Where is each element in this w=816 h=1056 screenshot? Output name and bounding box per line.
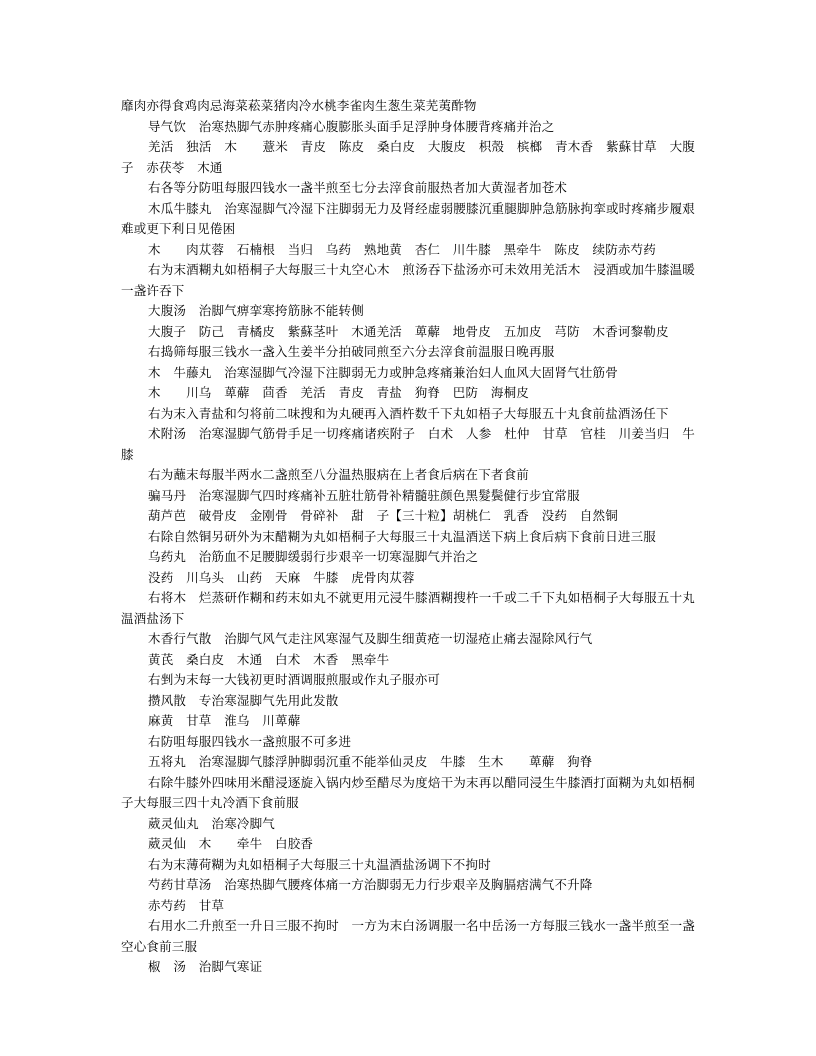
text-paragraph: 右为末薄荷糊为丸如梧桐子大每服三十丸温酒盐汤调下不拘时 [148,856,491,872]
text-paragraph: 导气饮 治寒热脚气赤肿疼痛心腹膨胀头面手足浮肿身体腰背疼痛并治之 [148,118,555,134]
text-paragraph: 右用水二升煎至一升日三服不拘时 一方为末白汤调服一名中岳汤一方每服三钱水一盏半煎至一盏空心食前三服 [121,918,695,954]
text-paragraph: 右为末酒糊丸如梧桐子大每服三十丸空心木 煎汤吞下盐汤亦可未效用羌活木 浸酒或加牛膝温暖一盏许吞下 [121,262,695,298]
text-paragraph: 没药 川乌头 山药 天麻 牛膝 虎骨肉苁蓉 [148,569,415,585]
text-paragraph: 葳灵仙丸 治寒冷脚气 [148,815,276,831]
text-paragraph: 靡肉亦得食鸡肉忌海菜菘菜猪肉冷水桃李雀肉生葱生菜芜荑酢物 [121,98,477,113]
document-body [121,96,695,978]
text-paragraph: 葳灵仙 木 牵牛 白胶香 [148,836,314,851]
text-paragraph: 木 牛藤丸 治寒湿脚气冷湿下注脚弱无力或肿急疼痛兼治妇人血风大固肾气壮筋骨 [148,364,618,380]
text-paragraph: 木 川乌 萆薢 茴香 羌活 青皮 青盐 狗脊 巴防 海桐皮 [148,385,530,400]
text-paragraph: 羌活 独活 木 薏米 青皮 陈皮 桑白皮 大腹皮 枳殼 槟榔 青木香 紫蘇甘草 大腹子 赤茯苓 木通 [121,139,695,175]
text-paragraph: 攒风散 专治寒湿脚气先用此发散 [148,692,339,708]
text-paragraph: 术附汤 治寒湿脚气筋骨手足一切疼痛诸疾附子 白术 人参 杜仲 甘草 官桂 川姜当归 牛膝 [121,426,695,462]
text-paragraph: 乌药丸 治筋血不足腰脚缓弱行步艰辛一切寒湿脚气并治之 [148,549,479,564]
text-paragraph: 右剉为末每一大钱初更时酒调服煎服或作丸子服亦可 [148,672,441,687]
text-paragraph: 右捣筛每服三钱水一盏入生姜半分拍破同煎至六分去滓食前温服日晚再服 [148,344,555,359]
text-paragraph: 右将木 烂蒸研作糊和药末如丸不就更用元浸牛膝酒糊搜杵一千或二千下丸如梧桐子大每服五十丸温酒盐汤下 [121,590,695,626]
text-paragraph: 右各等分防咀每服四钱水一盏半煎至七分去滓食前服热者加大黄湿者加苍术 [148,180,568,195]
text-paragraph: 右防咀每服四钱水一盏煎服不可多进 [148,733,352,749]
text-paragraph: 芍药甘草汤 治寒热脚气腰疼体痛一方治脚弱无力行步艰辛及胸膈痞满气不升降 [148,877,593,892]
text-paragraph: 木香行气散 治脚气风气走注风寒湿气及脚生细黄疮一切湿疮止痛去湿除风行气 [148,631,593,646]
text-paragraph: 麻黄 甘草 淮乌 川萆薢 [148,713,301,728]
text-paragraph: 大腹汤 治脚气痹挛寒挎筋脉不能转侧 [148,303,364,318]
text-paragraph: 五将丸 治寒湿脚气膝浮肿脚弱沉重不能举仙灵皮 牛膝 生木 萆薢 狗脊 [148,754,593,769]
text-paragraph: 木瓜牛膝丸 治寒湿脚气冷湿下注脚弱无力及肾经虚弱腰膝沉重腿脚肿急筋脉拘挛或时疼痛步履艰难或更下利日见倦困 [121,200,695,236]
text-paragraph: 骗马丹 治寒湿脚气四时疼痛补五脏壮筋骨补精髓驻颜色黑髮鬓健行步宜常服 [148,487,580,503]
text-paragraph: 右为末入青盐和匀将前二味搜和为丸硬再入酒杵数千下丸如梧子大每服五十丸食前盐酒汤任下 [148,405,669,421]
text-paragraph: 椒 汤 治脚气寒证 [148,959,263,974]
text-paragraph: 右为蘸末每服半两水二盏煎至八分温热服病在上者食后病在下者食前 [148,467,530,482]
text-paragraph: 右除牛膝外四味用米醋浸逐旋入锅内炒至醋尽为度焙干为末再以醋同浸生牛膝酒打面糊为丸如梧桐子大每服三四十丸冷酒下食前服 [121,774,695,810]
text-paragraph: 葫芦芭 破骨皮 金刚骨 骨碎补 甜 子【三十粒】胡桃仁 乳香 没药 自然铜 [148,508,618,523]
text-paragraph: 大腹子 防己 青橘皮 紫蘇茎叶 木通羌活 萆薢 地骨皮 五加皮 芎防 木香诃黎勒皮 [148,323,669,339]
text-paragraph: 木 肉苁蓉 石楠根 当归 乌药 熟地黄 杏仁 川牛膝 黑牵牛 陈皮 续防赤芍药 [148,241,657,257]
text-paragraph: 赤芍药 甘草 [148,897,225,913]
text-paragraph: 黄芪 桑白皮 木通 白术 木香 黑牵牛 [148,651,390,667]
text-paragraph: 右除自然铜另研外为末醋糊为丸如梧桐子大每服三十丸温酒送下病上食后病下食前日进三服 [148,528,657,544]
